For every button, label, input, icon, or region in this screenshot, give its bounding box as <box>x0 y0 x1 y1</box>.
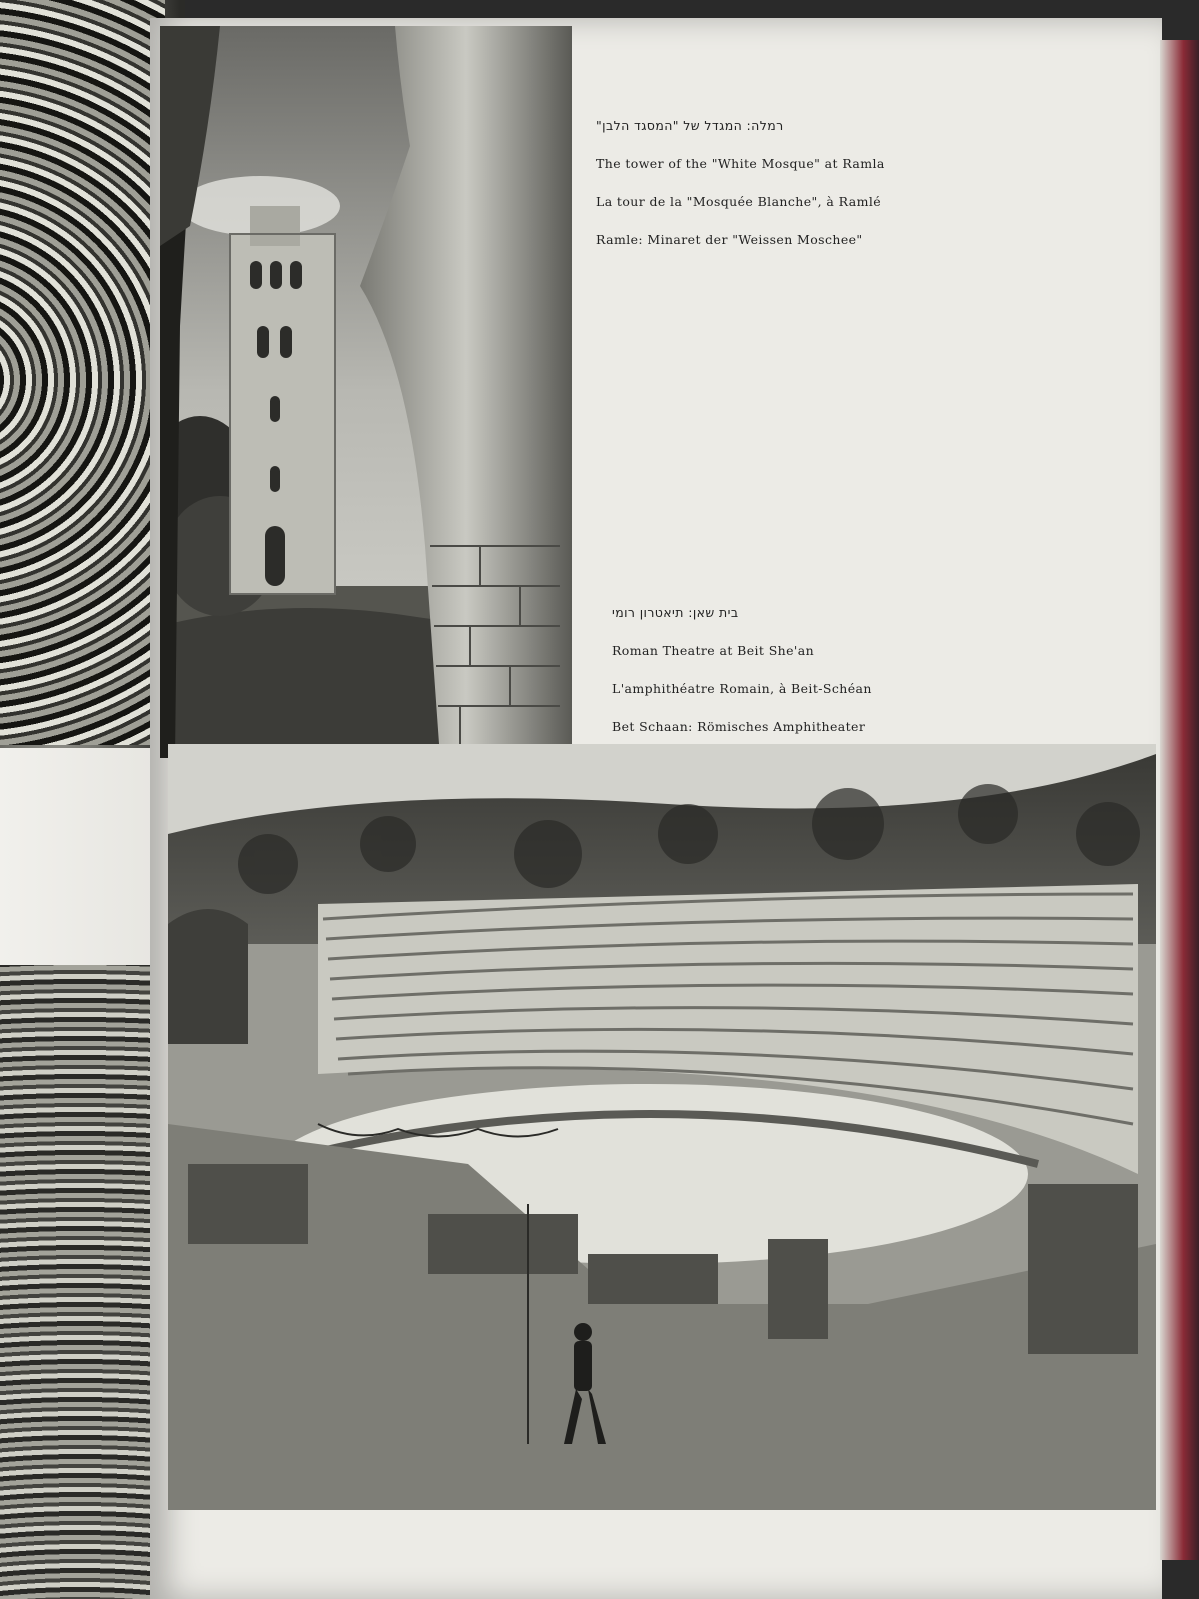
tower-caption-german: Ramle: Minaret der "Weissen Moschee" <box>596 232 863 247</box>
left-page-blank-band <box>0 748 170 996</box>
theatre-caption-german: Bet Schaan: Römisches Amphitheater <box>612 719 866 734</box>
tower-caption-hebrew: רמלה: המגדל של "המסגד הלבן" <box>596 118 784 133</box>
tower-photo <box>160 26 572 758</box>
tower-photo-illustration <box>160 26 572 758</box>
tower-caption-english: The tower of the "White Mosque" at Ramla <box>596 156 885 171</box>
theatre-caption-english: Roman Theatre at Beit She'an <box>612 643 815 658</box>
tower-caption-french: La tour de la "Mosquée Blanche", à Ramlé <box>596 194 882 209</box>
tower-caption <box>596 119 926 271</box>
theatre-caption <box>612 606 942 758</box>
book-page-edge <box>1160 40 1199 1560</box>
theatre-caption-hebrew: בית שאן: תיאטרון רומי <box>612 605 739 620</box>
theatre-photo <box>168 744 1156 1510</box>
theatre-photo-illustration <box>168 744 1156 1510</box>
theatre-caption-french: L'amphithéatre Romain, à Beit-Schéan <box>612 681 872 696</box>
mosaic-photo-top <box>0 0 165 745</box>
